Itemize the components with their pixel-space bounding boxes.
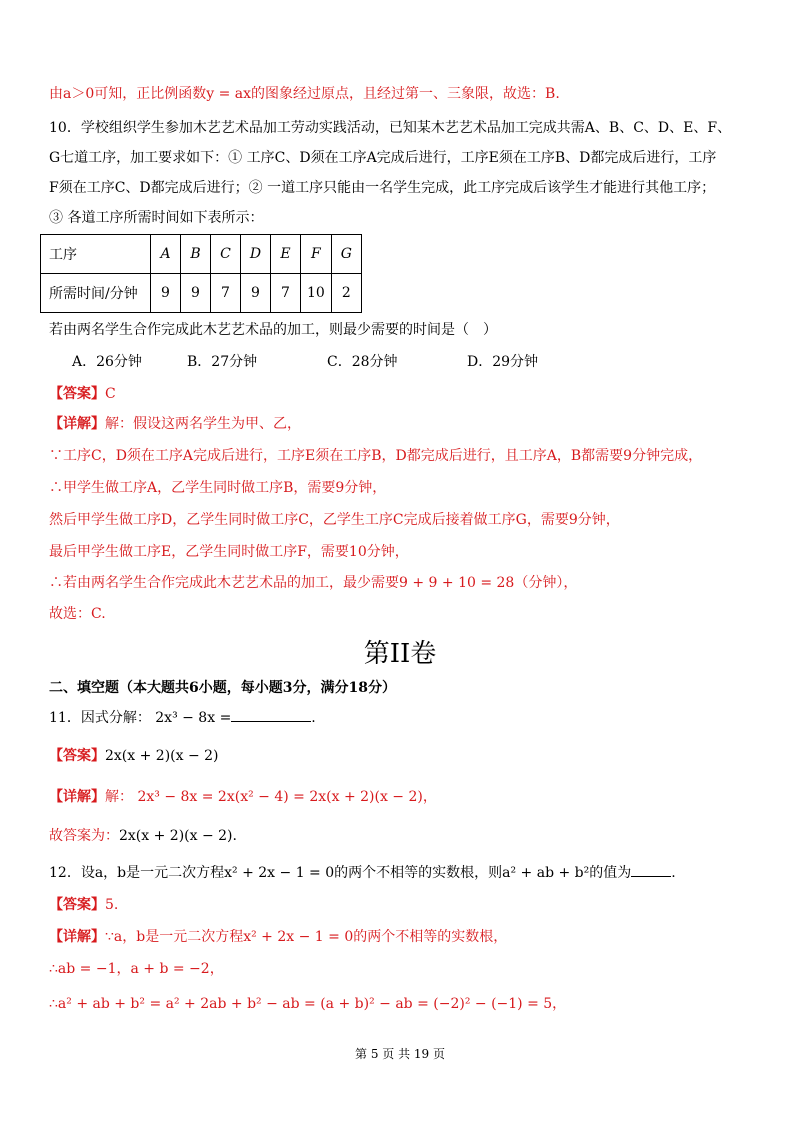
answer-tag: 【答案】 — [49, 748, 105, 764]
section-title: 第II卷 — [363, 639, 437, 669]
q10-line-3: F须在工序C、D都完成后进行；② 一道工序只能由一名学生完成，此工序完成后该学生才能进行其他工序； — [49, 180, 716, 196]
table-cell: A — [151, 235, 181, 274]
previous-answer-tail: 由a＞0可知，正比例函数y = ax的图象经过原点，且经过第一、三象限，故选：B. — [49, 86, 560, 102]
explain-text: 解：假设这两名学生为甲、乙， — [105, 416, 301, 432]
q11-stem-text: 11．因式分解： 2x³ − 8x = — [49, 710, 232, 726]
answer-value: 5. — [105, 897, 119, 913]
option-b: B．27分钟 — [187, 354, 258, 370]
option-d: D．29分钟 — [467, 354, 539, 370]
table-cell: 7 — [271, 274, 301, 313]
q10-line-2: G七道工序，加工要求如下：① 工序C、D须在工序A完成后进行，工序E须在工序B、D都完成后进行，工序 — [49, 150, 717, 166]
table-cell: 2 — [331, 274, 361, 313]
table-row — [41, 274, 362, 313]
q12-explain-1 — [49, 927, 760, 947]
explain-text: 解： 2x³ − 8x = 2x(x² − 4) = 2x(x + 2)(x − 2)， — [105, 789, 437, 805]
explain-text: ∵a，b是一元二次方程x² + 2x − 1 = 0的两个不相等的实数根， — [105, 929, 508, 945]
process-time-table — [40, 234, 362, 313]
final-label: 故答案为： — [49, 828, 119, 844]
q10-explain-1 — [49, 414, 760, 434]
table-cell: B — [181, 235, 211, 274]
table-cell: 9 — [181, 274, 211, 313]
explain-tag: 【详解】 — [49, 929, 105, 945]
q11-final — [49, 826, 760, 846]
option-c: C．28分钟 — [327, 354, 398, 370]
table-header-process: 工序 — [41, 235, 151, 274]
q12-stem: 12．设a，b是一元二次方程x² + 2x − 1 = 0的两个不相等的实数根，则a² + ab + b²的值为 . — [49, 865, 676, 881]
q12-explain-2: ∴ab = −1，a + b = −2， — [49, 961, 224, 977]
table-header-time: 所需时间/分钟 — [41, 274, 151, 313]
q10-explain-2: ∵工序C，D须在工序A完成后进行，工序E须在工序B，D都完成后进行，且工序A，B都需要9分钟完成， — [49, 448, 703, 464]
table-cell: 9 — [151, 274, 181, 313]
q10-explain-3: ∴甲学生做工序A，乙学生同时做工序B，需要9分钟， — [49, 480, 387, 496]
q10-explain-7: 故选：C. — [49, 606, 106, 622]
table-cell: F — [301, 235, 332, 274]
table-cell: C — [211, 235, 241, 274]
q10-stem: 若由两名学生合作完成此木艺艺术品的加工，则最少需要的时间是（ ） — [49, 322, 497, 338]
q10-line-4: ③ 各道工序所需时间如下表所示： — [49, 210, 264, 226]
answer-blank — [231, 721, 311, 722]
q10-answer — [49, 384, 760, 404]
option-a: A．26分钟 — [72, 354, 142, 370]
answer-tag: 【答案】 — [49, 897, 105, 913]
table-row — [41, 235, 362, 274]
answer-value: C — [105, 386, 116, 402]
answer-tag: 【答案】 — [49, 386, 105, 402]
table-cell: 10 — [301, 274, 332, 313]
q10-explain-6: ∴若由两名学生合作完成此木艺艺术品的加工，最少需要9 + 9 + 10 = 28（分钟）， — [49, 575, 578, 591]
q11-answer — [49, 746, 760, 766]
table-cell: D — [241, 235, 271, 274]
answer-blank — [631, 876, 671, 877]
q11-explain — [49, 787, 760, 807]
page-footer: 第 5 页 共 19 页 — [355, 1047, 445, 1061]
explain-tag: 【详解】 — [49, 789, 105, 805]
table-cell: G — [331, 235, 361, 274]
final-value: 2x(x + 2)(x − 2). — [119, 828, 237, 844]
q10-explain-5: 最后甲学生做工序E，乙学生同时做工序F，需要10分钟， — [49, 544, 409, 560]
q11-stem: 11．因式分解： 2x³ − 8x = . — [49, 710, 316, 726]
explain-tag: 【详解】 — [49, 416, 105, 432]
table-cell: 9 — [241, 274, 271, 313]
q10-explain-4: 然后甲学生做工序D，乙学生同时做工序C，乙学生工序C完成后接着做工序G，需要9分钟， — [49, 512, 620, 528]
q12-explain-3: ∴a² + ab + b² = a² + 2ab + b² − ab = (a + b)² − ab = (−2)² − (−1) = 5， — [49, 996, 567, 1012]
q10-line-1: 10．学校组织学生参加木艺艺术品加工劳动实践活动，已知某木艺艺术品加工完成共需A、B、C、D、E、F、 — [49, 120, 732, 136]
q12-answer — [49, 895, 760, 915]
q12-stem-text: 12．设a，b是一元二次方程x² + 2x − 1 = 0的两个不相等的实数根，则a² + ab + b²的值为 — [49, 865, 632, 881]
section-heading: 二、填空题（本大题共6小题，每小题3分，满分18分） — [49, 680, 396, 696]
table-cell: E — [271, 235, 301, 274]
table-cell: 7 — [211, 274, 241, 313]
answer-value: 2x(x + 2)(x − 2) — [105, 748, 219, 764]
